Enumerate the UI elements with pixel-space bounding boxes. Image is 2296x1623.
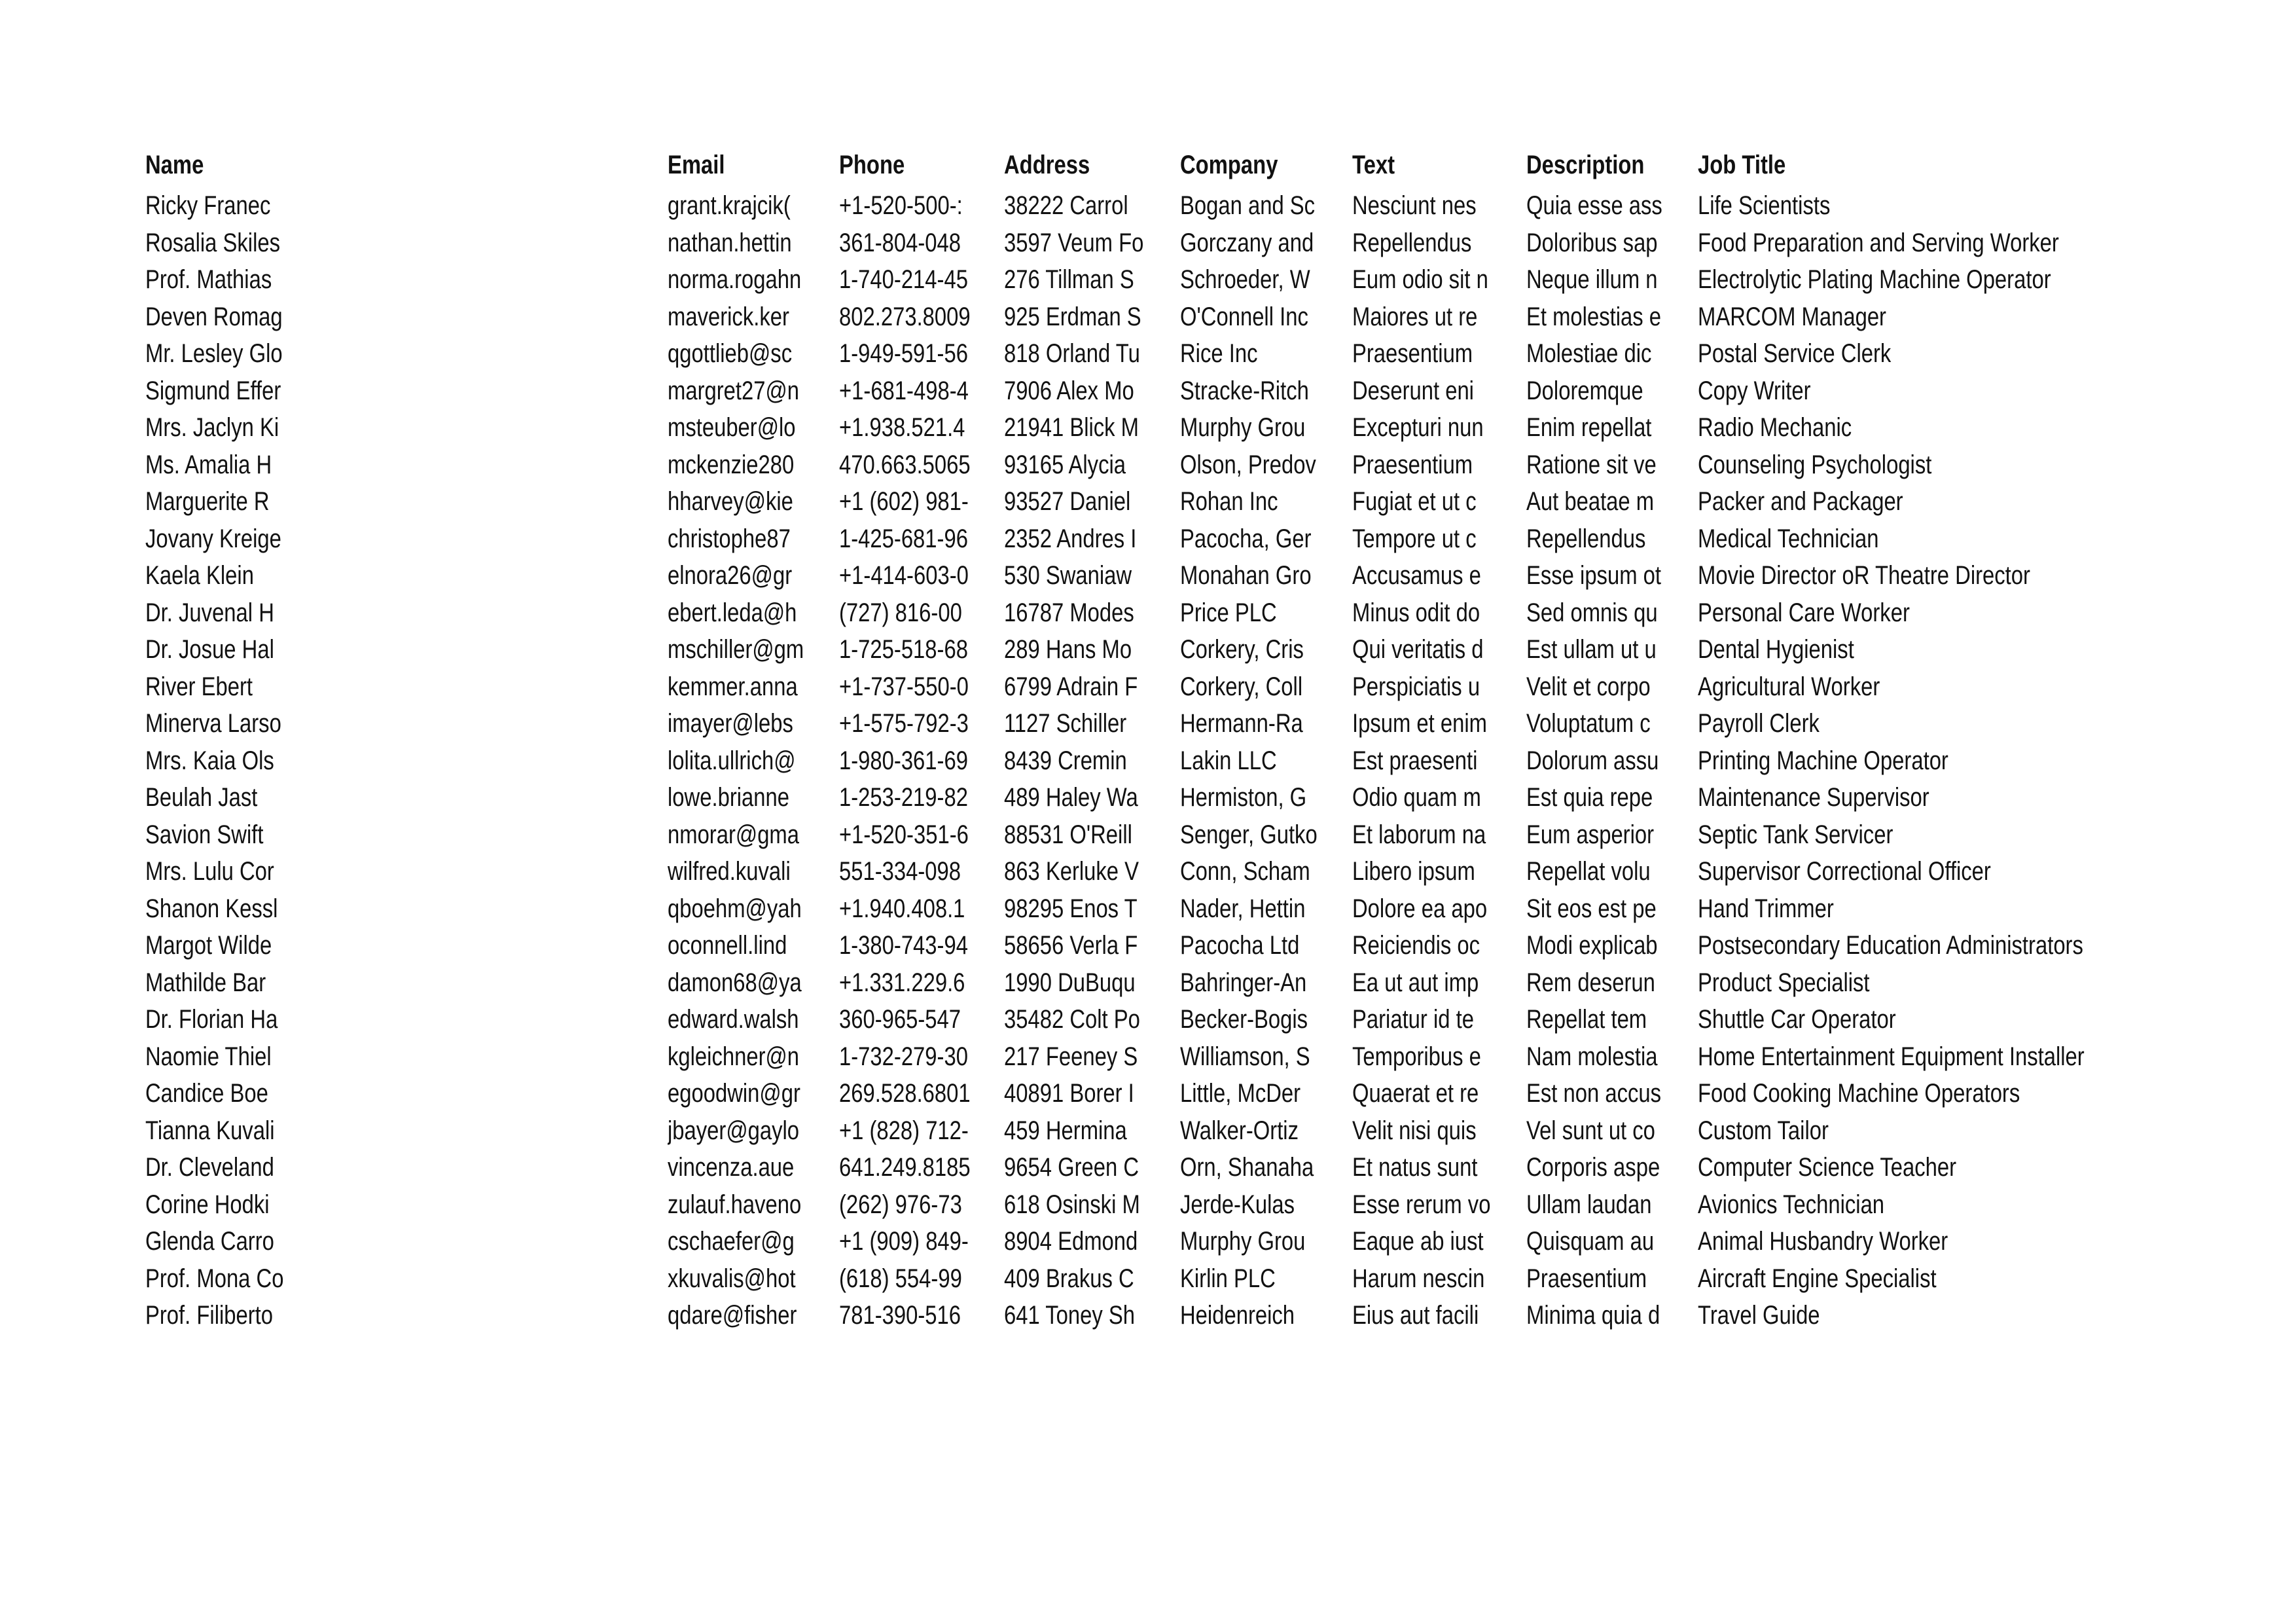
cell-text[interactable]: Libero ipsum	[1352, 858, 1476, 886]
cell-phone[interactable]: 1-732-279-30	[838, 1043, 968, 1071]
cell-phone[interactable]: +1-737-550-0	[838, 673, 969, 701]
cell-phone[interactable]: 1-425-681-96	[838, 525, 968, 553]
cell-company[interactable]: Price PLC	[1179, 599, 1277, 627]
cell-job_title[interactable]: Septic Tank Servicer	[1697, 820, 1893, 849]
cell-email[interactable]: qgottlieb@sc	[667, 340, 792, 368]
cell-job_title[interactable]: Life Scientists	[1697, 191, 1831, 220]
cell-job_title[interactable]: Food Preparation and Serving Worker	[1697, 228, 2059, 257]
cell-job_title[interactable]: Food Cooking Machine Operators	[1697, 1079, 2020, 1108]
cell-email[interactable]: christophe87	[667, 525, 791, 553]
cell-name[interactable]: Candice Boe	[145, 1080, 268, 1108]
cell-description[interactable]: Enim repellat	[1526, 414, 1652, 442]
cell-job_title[interactable]: Printing Machine Operator	[1697, 746, 1948, 775]
cell-email[interactable]: jbayer@gaylo	[667, 1117, 799, 1145]
cell-email[interactable]: norma.rogahn	[667, 266, 801, 294]
cell-company[interactable]: Heidenreich	[1179, 1302, 1295, 1330]
header-row	[145, 152, 2174, 192]
cell-company[interactable]: Orn, Shanaha	[1179, 1154, 1314, 1182]
cell-email[interactable]: lowe.brianne	[667, 784, 789, 812]
cell-email[interactable]: qboehm@yah	[667, 895, 802, 923]
cell-phone[interactable]: +1.331.229.6	[838, 969, 965, 997]
table-row[interactable]	[145, 340, 2174, 378]
cell-phone[interactable]: +1 (602) 981-	[838, 488, 969, 516]
cell-name[interactable]: Naomie Thiel	[145, 1043, 272, 1071]
cell-job_title[interactable]: Payroll Clerk	[1697, 709, 1820, 738]
cell-name[interactable]: Beulah Jast	[145, 784, 258, 812]
cell-job_title[interactable]: MARCOM Manager	[1697, 302, 1886, 331]
cell-name[interactable]: Margot Wilde	[145, 932, 272, 960]
cell-name[interactable]: Dr. Cleveland	[145, 1154, 274, 1182]
table-row[interactable]	[145, 636, 2174, 674]
cell-email[interactable]: elnora26@gr	[667, 562, 792, 590]
cell-phone[interactable]: +1-575-792-3	[838, 710, 969, 738]
cell-phone[interactable]: +1-414-603-0	[838, 562, 969, 590]
cell-email[interactable]: qdare@fisher	[667, 1302, 797, 1330]
cell-address[interactable]: 8439 Cremin	[1004, 747, 1128, 775]
cell-phone[interactable]: 360-965-547	[838, 1006, 961, 1034]
cell-email[interactable]: lolita.ullrich@	[667, 747, 796, 775]
table-row[interactable]	[145, 970, 2174, 1007]
cell-description[interactable]: Est quia repe	[1526, 784, 1653, 812]
table-row[interactable]	[145, 932, 2174, 970]
table-row[interactable]	[145, 378, 2174, 415]
cell-name[interactable]: Savion Swift	[145, 821, 264, 849]
cell-name[interactable]: River Ebert	[145, 673, 253, 701]
cell-job_title[interactable]: Counseling Psychologist	[1697, 450, 1932, 479]
cell-address[interactable]: 1127 Schiller	[1004, 710, 1127, 738]
cell-text[interactable]: Eaque ab iust	[1352, 1228, 1484, 1256]
cell-email[interactable]: msteuber@lo	[667, 414, 796, 442]
cell-job_title[interactable]: Agricultural Worker	[1697, 672, 1880, 701]
cell-company[interactable]: Gorczany and	[1179, 229, 1314, 257]
column-header-job-title[interactable]: Job Title	[1697, 151, 1785, 179]
cell-email[interactable]: egoodwin@gr	[667, 1080, 800, 1108]
cell-email[interactable]: edward.walsh	[667, 1006, 799, 1034]
cell-job_title[interactable]: Copy Writer	[1697, 376, 1811, 405]
cell-text[interactable]: Praesentium	[1352, 340, 1473, 368]
cell-name[interactable]: Dr. Juvenal H	[145, 599, 274, 627]
column-header-text[interactable]: Text	[1352, 152, 1395, 179]
cell-address[interactable]: 3597 Veum Fo	[1004, 229, 1144, 257]
cell-address[interactable]: 93165 Alycia	[1004, 451, 1126, 479]
cell-phone[interactable]: +1.938.521.4	[838, 414, 965, 442]
cell-description[interactable]: Doloribus sap	[1526, 229, 1658, 257]
cell-address[interactable]: 9654 Green C	[1004, 1154, 1139, 1182]
cell-company[interactable]: Murphy Grou	[1179, 1228, 1305, 1256]
cell-phone[interactable]: 781-390-516	[838, 1302, 961, 1330]
cell-address[interactable]: 530 Swaniaw	[1004, 562, 1132, 590]
cell-job_title[interactable]: Supervisor Correctional Officer	[1697, 857, 1991, 886]
cell-description[interactable]: Voluptatum c	[1526, 710, 1651, 738]
table-row[interactable]	[145, 526, 2174, 563]
cell-job_title[interactable]: Animal Husbandry Worker	[1697, 1227, 1948, 1256]
cell-text[interactable]: Tempore ut c	[1352, 525, 1477, 553]
cell-description[interactable]: Sed omnis qu	[1526, 599, 1658, 627]
cell-job_title[interactable]: Shuttle Car Operator	[1697, 1005, 1896, 1034]
cell-company[interactable]: Schroeder, W	[1179, 266, 1310, 294]
cell-job_title[interactable]: Electrolytic Plating Machine Operator	[1697, 265, 2051, 294]
cell-phone[interactable]: 1-253-219-82	[838, 784, 968, 812]
cell-address[interactable]: 276 Tillman S	[1004, 266, 1135, 294]
cell-company[interactable]: Pacocha Ltd	[1179, 932, 1299, 960]
table-header	[145, 152, 2174, 192]
cell-address[interactable]: 40891 Borer I	[1004, 1080, 1135, 1108]
cell-text[interactable]: Qui veritatis d	[1352, 636, 1484, 664]
cell-description[interactable]: Nam molestia	[1526, 1043, 1658, 1071]
table-row[interactable]	[145, 304, 2174, 341]
table-row[interactable]	[145, 562, 2174, 600]
cell-name[interactable]: Ms. Amalia H	[145, 451, 272, 479]
table-row[interactable]	[145, 748, 2174, 785]
cell-phone[interactable]: 1-949-591-56	[838, 340, 968, 368]
column-header-email[interactable]: Email	[667, 152, 725, 179]
cell-description[interactable]: Neque illum n	[1526, 266, 1658, 294]
cell-name[interactable]: Dr. Florian Ha	[145, 1006, 278, 1034]
table-row[interactable]	[145, 896, 2174, 933]
cell-address[interactable]: 21941 Blick M	[1004, 414, 1139, 442]
table-row[interactable]	[145, 1080, 2174, 1118]
cell-description[interactable]: Et molestias e	[1526, 303, 1662, 331]
cell-email[interactable]: zulauf.haveno	[667, 1191, 801, 1219]
cell-description[interactable]: Sit eos est pe	[1526, 895, 1657, 923]
cell-company[interactable]: Stracke-Ritch	[1179, 377, 1309, 405]
cell-text[interactable]: Repellendus	[1352, 229, 1472, 257]
cell-address[interactable]: 7906 Alex Mo	[1004, 377, 1135, 405]
cell-job_title[interactable]: Home Entertainment Equipment Installer	[1697, 1042, 2085, 1071]
table-body	[145, 192, 2174, 1340]
cell-phone[interactable]: 470.663.5065	[838, 451, 971, 479]
cell-description[interactable]: Est ullam ut u	[1526, 636, 1657, 664]
cell-name[interactable]: Sigmund Effer	[145, 377, 281, 405]
table-row[interactable]	[145, 674, 2174, 711]
table-row[interactable]	[145, 266, 2174, 304]
table-row[interactable]	[145, 452, 2174, 489]
table-row[interactable]	[145, 1154, 2174, 1192]
cell-company[interactable]: Senger, Gutko	[1179, 821, 1318, 849]
cell-description[interactable]: Minima quia d	[1526, 1302, 1660, 1330]
cell-address[interactable]: 409 Brakus C	[1004, 1265, 1135, 1293]
table-row[interactable]	[145, 1228, 2174, 1266]
cell-name[interactable]: Rosalia Skiles	[145, 229, 280, 257]
cell-description[interactable]: Aut beatae m	[1526, 488, 1655, 516]
cell-description[interactable]: Molestiae dic	[1526, 340, 1652, 368]
cell-address[interactable]: 58656 Verla F	[1004, 932, 1138, 960]
cell-address[interactable]: 925 Erdman S	[1004, 303, 1142, 331]
cell-phone[interactable]: +1 (828) 712-	[838, 1117, 969, 1145]
cell-email[interactable]: cschaefer@g	[667, 1228, 795, 1256]
cell-company[interactable]: Hermann-Ra	[1179, 710, 1303, 738]
cell-address[interactable]: 1990 DuBuqu	[1004, 969, 1136, 997]
cell-description[interactable]: Ratione sit ve	[1526, 451, 1657, 479]
cell-name[interactable]: Mr. Lesley Glo	[145, 340, 283, 368]
cell-job_title[interactable]: Hand Trimmer	[1697, 894, 1834, 923]
cell-email[interactable]: nmorar@gma	[667, 821, 799, 849]
cell-address[interactable]: 217 Feeney S	[1004, 1043, 1138, 1071]
cell-email[interactable]: damon68@ya	[667, 969, 802, 997]
cell-description[interactable]: Repellendus	[1526, 525, 1646, 553]
cell-job_title[interactable]: Dental Hygienist	[1697, 635, 1854, 664]
cell-address[interactable]: 818 Orland Tu	[1004, 340, 1141, 368]
cell-job_title[interactable]: Postal Service Clerk	[1697, 339, 1891, 368]
cell-company[interactable]: Bahringer-An	[1179, 969, 1306, 997]
cell-phone[interactable]: 361-804-048	[838, 229, 961, 257]
cell-name[interactable]: Tianna Kuvali	[145, 1117, 275, 1145]
table-row[interactable]	[145, 600, 2174, 637]
cell-text[interactable]: Accusamus e	[1352, 562, 1482, 590]
cell-phone[interactable]: (262) 976-73	[838, 1191, 962, 1219]
cell-company[interactable]: Olson, Predov	[1179, 451, 1316, 479]
cell-job_title[interactable]: Radio Mechanic	[1697, 413, 1852, 442]
cell-text[interactable]: Praesentium	[1352, 451, 1473, 479]
cell-address[interactable]: 2352 Andres I	[1004, 525, 1137, 553]
cell-address[interactable]: 863 Kerluke V	[1004, 858, 1139, 886]
cell-text[interactable]: Dolore ea apo	[1352, 895, 1488, 923]
cell-email[interactable]: wilfred.kuvali	[667, 858, 791, 886]
column-header-description[interactable]: Description	[1526, 152, 1645, 179]
cell-company[interactable]: Williamson, S	[1179, 1043, 1310, 1071]
cell-name[interactable]: Mrs. Lulu Cor	[145, 858, 274, 886]
cell-job_title[interactable]: Product Specialist	[1697, 968, 1870, 997]
table-row[interactable]	[145, 1302, 2174, 1340]
cell-job_title[interactable]: Movie Director oR Theatre Director	[1697, 561, 2030, 590]
cell-name[interactable]: Deven Romag	[145, 303, 283, 331]
cell-company[interactable]: Nader, Hettin	[1179, 895, 1306, 923]
cell-job_title[interactable]: Medical Technician	[1697, 524, 1879, 553]
cell-address[interactable]: 289 Hans Mo	[1004, 636, 1132, 664]
cell-description[interactable]: Quisquam au	[1526, 1228, 1655, 1256]
cell-company[interactable]: Little, McDer	[1179, 1080, 1300, 1108]
cell-description[interactable]: Est non accus	[1526, 1080, 1662, 1108]
table-row[interactable]	[145, 1266, 2174, 1303]
cell-phone[interactable]: 269.528.6801	[838, 1080, 971, 1108]
cell-company[interactable]: Becker-Bogis	[1179, 1006, 1308, 1034]
cell-phone[interactable]: +1-520-351-6	[838, 821, 969, 849]
table-row[interactable]	[145, 1006, 2174, 1044]
cell-address[interactable]: 6799 Adrain F	[1004, 673, 1138, 701]
cell-company[interactable]: Hermiston, G	[1179, 784, 1306, 812]
cell-text[interactable]: Perspiciatis u	[1352, 673, 1480, 701]
cell-address[interactable]: 489 Haley Wa	[1004, 784, 1139, 812]
cell-text[interactable]: Fugiat et ut c	[1352, 488, 1477, 516]
cell-text[interactable]: Temporibus e	[1352, 1043, 1482, 1071]
cell-description[interactable]: Corporis aspe	[1526, 1154, 1660, 1182]
cell-name[interactable]: Shanon Kessl	[145, 895, 278, 923]
cell-phone[interactable]: 1-980-361-69	[838, 747, 968, 775]
cell-address[interactable]: 459 Hermina	[1004, 1117, 1128, 1145]
cell-phone[interactable]: (727) 816-00	[838, 599, 962, 627]
cell-phone[interactable]: +1.940.408.1	[838, 895, 965, 923]
cell-description[interactable]: Doloremque	[1526, 377, 1643, 405]
cell-job_title[interactable]: Custom Tailor	[1697, 1116, 1829, 1145]
cell-text[interactable]: Esse rerum vo	[1352, 1191, 1491, 1219]
cell-address[interactable]: 38222 Carrol	[1004, 192, 1129, 220]
cell-phone[interactable]: 802.273.8009	[838, 303, 971, 331]
cell-email[interactable]: mckenzie280	[667, 451, 794, 479]
cell-phone[interactable]: 1-740-214-45	[838, 266, 968, 294]
cell-name[interactable]: Ricky Franec	[145, 192, 271, 220]
cell-phone[interactable]: +1-681-498-4	[838, 377, 969, 405]
table-row[interactable]	[145, 710, 2174, 748]
column-header-company[interactable]: Company	[1179, 152, 1278, 179]
cell-name[interactable]: Marguerite R	[145, 488, 270, 516]
cell-company[interactable]: Rice Inc	[1179, 340, 1258, 368]
cell-company[interactable]: Corkery, Cris	[1179, 636, 1304, 664]
cell-job_title[interactable]: Travel Guide	[1697, 1301, 1820, 1330]
cell-text[interactable]: Odio quam m	[1352, 784, 1482, 812]
cell-address[interactable]: 88531 O'Reill	[1004, 821, 1133, 849]
table-row[interactable]	[145, 1044, 2174, 1081]
cell-description[interactable]: Repellat volu	[1526, 858, 1651, 886]
cell-description[interactable]: Esse ipsum ot	[1526, 562, 1662, 590]
cell-email[interactable]: imayer@lebs	[667, 710, 793, 738]
cell-email[interactable]: margret27@n	[667, 377, 799, 405]
cell-name[interactable]: Mrs. Kaia Ols	[145, 747, 274, 775]
cell-email[interactable]: hharvey@kie	[667, 488, 793, 516]
cell-description[interactable]: Ullam laudan	[1526, 1191, 1652, 1219]
column-header-address[interactable]: Address	[1004, 152, 1090, 179]
cell-description[interactable]: Vel sunt ut co	[1526, 1117, 1656, 1145]
table-row[interactable]	[145, 192, 2174, 230]
cell-name[interactable]: Dr. Josue Hal	[145, 636, 274, 664]
cell-address[interactable]: 98295 Enos T	[1004, 895, 1138, 923]
cell-phone[interactable]: (618) 554-99	[838, 1265, 962, 1293]
cell-name[interactable]: Glenda Carro	[145, 1228, 274, 1256]
cell-text[interactable]: Quaerat et re	[1352, 1080, 1479, 1108]
table-row[interactable]	[145, 822, 2174, 859]
cell-text[interactable]: Ea ut aut imp	[1352, 969, 1479, 997]
cell-company[interactable]: Walker-Ortiz	[1179, 1117, 1299, 1145]
cell-text[interactable]: Minus odit do	[1352, 599, 1480, 627]
cell-job_title[interactable]: Aircraft Engine Specialist	[1697, 1264, 1937, 1293]
cell-phone[interactable]: 1-380-743-94	[838, 932, 968, 960]
cell-text[interactable]: Harum nescin	[1352, 1265, 1485, 1293]
cell-job_title[interactable]: Avionics Technician	[1697, 1190, 1884, 1219]
cell-description[interactable]: Velit et corpo	[1526, 673, 1651, 701]
contacts-table	[145, 152, 2174, 1340]
cell-text[interactable]: Velit nisi quis	[1352, 1117, 1477, 1145]
cell-text[interactable]: Eum odio sit n	[1352, 266, 1489, 294]
cell-phone[interactable]: 1-725-518-68	[838, 636, 968, 664]
cell-company[interactable]: Corkery, Coll	[1179, 673, 1302, 701]
cell-job_title[interactable]: Computer Science Teacher	[1697, 1153, 1956, 1182]
cell-email[interactable]: mschiller@gm	[667, 636, 804, 664]
table-row[interactable]	[145, 1118, 2174, 1155]
cell-text[interactable]: Et natus sunt	[1352, 1154, 1478, 1182]
cell-name[interactable]: Minerva Larso	[145, 710, 281, 738]
cell-phone[interactable]: 641.249.8185	[838, 1154, 971, 1182]
cell-text[interactable]: Eius aut facili	[1352, 1302, 1479, 1330]
table-row[interactable]	[145, 488, 2174, 526]
cell-email[interactable]: maverick.ker	[667, 303, 789, 331]
cell-description[interactable]: Praesentium	[1526, 1265, 1647, 1293]
cell-job_title[interactable]: Personal Care Worker	[1697, 598, 1910, 627]
cell-address[interactable]: 8904 Edmond	[1004, 1228, 1138, 1256]
cell-company[interactable]: Murphy Grou	[1179, 414, 1305, 442]
cell-company[interactable]: Monahan Gro	[1179, 562, 1312, 590]
cell-phone[interactable]: 551-334-098	[838, 858, 961, 886]
cell-name[interactable]: Jovany Kreige	[145, 525, 281, 553]
cell-text[interactable]: Est praesenti	[1352, 747, 1478, 775]
cell-description[interactable]: Modi explicab	[1526, 932, 1658, 960]
cell-email[interactable]: xkuvalis@hot	[667, 1265, 796, 1293]
cell-name[interactable]: Prof. Mathias	[145, 266, 272, 294]
cell-email[interactable]: nathan.hettin	[667, 229, 792, 257]
cell-phone[interactable]: +1 (909) 849-	[838, 1228, 969, 1256]
table-row[interactable]	[145, 784, 2174, 822]
table-row[interactable]	[145, 858, 2174, 896]
cell-address[interactable]: 35482 Colt Po	[1004, 1006, 1141, 1034]
cell-email[interactable]: vincenza.aue	[667, 1154, 795, 1182]
cell-description[interactable]: Dolorum assu	[1526, 747, 1659, 775]
cell-text[interactable]: Nesciunt nes	[1352, 192, 1477, 220]
cell-phone[interactable]: +1-520-500-:	[838, 192, 963, 220]
cell-address[interactable]: 641 Toney Sh	[1004, 1302, 1136, 1330]
cell-text[interactable]: Pariatur id te	[1352, 1006, 1475, 1034]
cell-job_title[interactable]: Postsecondary Education Administrators	[1697, 931, 2083, 960]
cell-text[interactable]: Excepturi nun	[1352, 414, 1484, 442]
cell-name[interactable]: Mrs. Jaclyn Ki	[145, 414, 279, 442]
cell-company[interactable]: Lakin LLC	[1179, 747, 1277, 775]
cell-address[interactable]: 93527 Daniel	[1004, 488, 1131, 516]
column-header-name[interactable]: Name	[145, 152, 204, 179]
cell-email[interactable]: ebert.leda@h	[667, 599, 797, 627]
cell-description[interactable]: Eum asperior	[1526, 821, 1655, 849]
table-row[interactable]	[145, 414, 2174, 452]
cell-text[interactable]: Deserunt eni	[1352, 377, 1475, 405]
cell-job_title[interactable]: Packer and Packager	[1697, 487, 1903, 516]
table-row[interactable]	[145, 230, 2174, 267]
cell-text[interactable]: Reiciendis oc	[1352, 932, 1480, 960]
cell-company[interactable]: Bogan and Sc	[1179, 192, 1315, 220]
cell-description[interactable]: Repellat tem	[1526, 1006, 1647, 1034]
cell-company[interactable]: Kirlin PLC	[1179, 1265, 1276, 1293]
cell-name[interactable]: Prof. Mona Co	[145, 1265, 284, 1293]
cell-name[interactable]: Corine Hodki	[145, 1191, 270, 1219]
cell-company[interactable]: Jerde-Kulas	[1179, 1191, 1295, 1219]
data-table-container	[145, 152, 2174, 1340]
column-header-phone[interactable]: Phone	[838, 152, 905, 179]
cell-email[interactable]: kemmer.anna	[667, 673, 798, 701]
cell-company[interactable]: Pacocha, Ger	[1179, 525, 1312, 553]
cell-description[interactable]: Quia esse ass	[1526, 192, 1663, 220]
cell-company[interactable]: Conn, Scham	[1179, 858, 1310, 886]
cell-name[interactable]: Kaela Klein	[145, 562, 254, 590]
cell-email[interactable]: grant.krajcik(	[667, 192, 791, 220]
cell-address[interactable]: 16787 Modes	[1004, 599, 1135, 627]
cell-text[interactable]: Maiores ut re	[1352, 303, 1478, 331]
cell-job_title[interactable]: Maintenance Supervisor	[1697, 783, 1929, 812]
table-row[interactable]	[145, 1192, 2174, 1229]
cell-text[interactable]: Ipsum et enim	[1352, 710, 1488, 738]
cell-address[interactable]: 618 Osinski M	[1004, 1191, 1141, 1219]
cell-company[interactable]: Rohan Inc	[1179, 488, 1278, 516]
cell-email[interactable]: kgleichner@n	[667, 1043, 799, 1071]
cell-email[interactable]: oconnell.lind	[667, 932, 787, 960]
cell-name[interactable]: Mathilde Bar	[145, 969, 266, 997]
cell-company[interactable]: O'Connell Inc	[1179, 303, 1308, 331]
cell-description[interactable]: Rem deserun	[1526, 969, 1656, 997]
cell-name[interactable]: Prof. Filiberto	[145, 1302, 274, 1330]
cell-text[interactable]: Et laborum na	[1352, 821, 1486, 849]
